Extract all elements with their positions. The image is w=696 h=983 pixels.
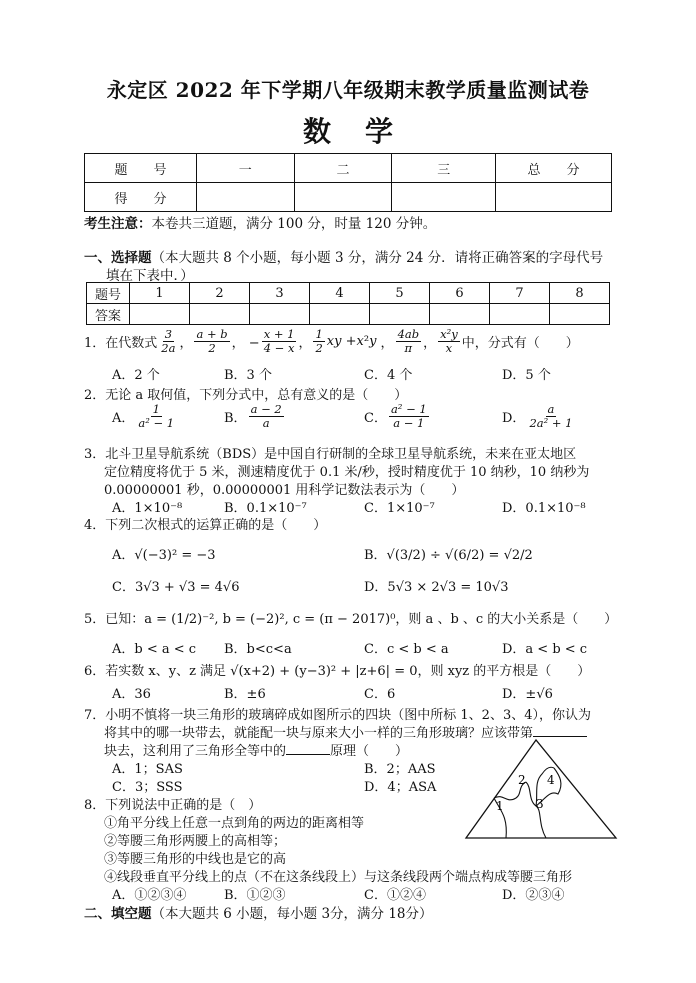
figure-label-4: 4	[547, 773, 555, 787]
q1-fraction: $\frac{\text{x²y}}{x}$	[440, 327, 458, 356]
q5-option-b[interactable]: B．b<c<a	[224, 642, 292, 657]
score-header-cell: 三	[392, 154, 496, 183]
answer-number-cell: 4	[310, 283, 370, 304]
q1-option-d[interactable]: D．5 个	[502, 368, 551, 383]
section2-heading	[84, 902, 433, 922]
q1-option-b[interactable]: B．3 个	[224, 368, 272, 383]
answer-input-cell[interactable]	[550, 304, 610, 325]
q7-blank-principle[interactable]	[286, 742, 330, 755]
q8-option-c[interactable]: C．①②④	[364, 888, 426, 903]
section2-title: 二、填空题	[84, 906, 152, 922]
q2-option-b-label: B．	[224, 411, 247, 427]
score-input-cell[interactable]	[392, 183, 496, 212]
q8-option-a[interactable]: A．①②③④	[112, 888, 187, 903]
subject-title: 数学	[302, 115, 427, 148]
q4-option-c[interactable]: C．3√3 + √3 = 4√6	[112, 580, 240, 595]
q2-option-a-label: A．	[112, 411, 135, 427]
notice	[84, 212, 436, 232]
q2-option-c-label: C．	[364, 411, 387, 427]
score-header-cell: 总 分	[496, 154, 612, 183]
score-input-cell[interactable]	[294, 183, 392, 212]
q2-option-b[interactable]: B． $\frac{a - 2}{a}$	[224, 402, 282, 431]
table-row	[87, 283, 610, 304]
score-header-cell: 一	[196, 154, 294, 183]
q1-fraction: $\frac{1}{2}$	[315, 327, 323, 356]
q3-option-b[interactable]: B．0.1×10⁻⁷	[224, 501, 307, 516]
score-header-cell: 二	[294, 154, 392, 183]
q1-option-c[interactable]: C．4 个	[364, 368, 413, 383]
question-7-line3	[104, 740, 408, 759]
table-row	[85, 154, 612, 183]
question-2-stem: 2．无论 a 取何值，下列分式中，总有意义的是（ ）	[84, 388, 408, 403]
answer-number-cell: 6	[430, 283, 490, 304]
q8-option-d[interactable]: D．②③④	[502, 888, 565, 903]
notice-label: 考生注意：	[84, 216, 152, 232]
q4-option-a[interactable]: A．√(−3)² = −3	[112, 548, 216, 563]
q8-item: ①角平分线上任意一点到角的两边的距离相等	[104, 816, 365, 831]
table-row	[85, 183, 612, 212]
q7-option-c[interactable]: C．3；SSS	[112, 780, 183, 795]
broken-triangle-figure	[464, 738, 620, 842]
score-header-cell: 题 号	[85, 154, 197, 183]
answer-input-cell[interactable]	[310, 304, 370, 325]
answer-input-cell[interactable]	[430, 304, 490, 325]
q5-option-a[interactable]: A．b < a < c	[112, 642, 197, 657]
q1-fraction: $\frac{x + 1}{4 - x}$	[263, 327, 295, 356]
q7-line3b: 原理（ ）	[330, 744, 409, 759]
score-label-cell: 得 分	[85, 183, 197, 212]
question-3-line3: 0.00000001 秒，0.00000001 用科学记数法表示为（ ）	[104, 483, 465, 498]
question-4-stem: 4．下列二次根式的运算正确的是（ ）	[84, 518, 327, 533]
answer-number-cell: 2	[190, 283, 250, 304]
answer-input-cell[interactable]	[490, 304, 550, 325]
q2-option-a[interactable]: A． $\frac{1}{\text{a² − 1}}$	[112, 402, 175, 431]
q4-option-b[interactable]: B．√(3/2) ÷ √(6/2) = √2/2	[364, 548, 533, 563]
q1-option-a[interactable]: A．2 个	[112, 368, 160, 383]
q7-option-d[interactable]: D．4；ASA	[364, 780, 437, 795]
answer-number-cell: 5	[370, 283, 430, 304]
question-3-line1: 3．北斗卫星导航系统（BDS）是中国自行研制的全球卫星导航系统，未来在亚太地区	[84, 447, 577, 462]
score-table	[84, 153, 612, 212]
figure-label-1: 1	[496, 799, 504, 813]
q7-option-b[interactable]: B．2；AAS	[364, 762, 436, 777]
q6-option-d[interactable]: D．±√6	[502, 687, 553, 702]
exam-title: 永定区 2022 年下学期八年级期末教学质量监测试卷	[106, 78, 590, 102]
q8-option-b[interactable]: B．①②③	[224, 888, 286, 903]
q1-fraction: $\frac{3}{2a}$	[161, 327, 176, 356]
question-3-line2: 定位精度将优于 5 米，测速精度优于 0.1 米/秒，授时精度优于 10 纳秒，10 纳秒为	[104, 465, 590, 480]
question-1-stem: 1．在代数式 $\frac{3}{2a}$ ， $\frac{a + b}{2}$ ， − $\frac{x + 1}{4 - x}$ ， $\frac{1}{2}$ xy + x ² y ， $\frac{4ab}{\pi}$ ， $\frac{\text{x²y}}{x}$ 中，分式有（ ）	[84, 327, 579, 356]
q2-option-c[interactable]: C． $\frac{\text{a² − 1}}{a - 1}$	[364, 402, 427, 431]
answer-number-cell: 8	[550, 283, 610, 304]
q5-option-c[interactable]: C．c < b < a	[364, 642, 449, 657]
score-input-cell[interactable]	[196, 183, 294, 212]
q8-item: ③等腰三角形的中线也是它的高	[104, 852, 287, 867]
q8-item: ②等腰三角形两腰上的高相等；	[104, 834, 287, 849]
answer-input-cell[interactable]	[130, 304, 190, 325]
q7-blank-piece[interactable]	[533, 724, 587, 737]
q3-option-c[interactable]: C．1×10⁻⁷	[364, 501, 435, 516]
q7-option-a[interactable]: A．1；SAS	[112, 762, 183, 777]
answer-number-cell: 1	[130, 283, 190, 304]
q6-option-a[interactable]: A．36	[112, 687, 151, 702]
question-6-stem: 6．若实数 x、y、z 满足 √(x+2) + (y−3)² + |z+6| = 0，则 xyz 的平方根是（ ）	[84, 664, 591, 679]
question-7-line1: 7．小明不慎将一块三角形的玻璃碎成如图所示的四块（图中所标 1、2、3、4），你认为	[84, 708, 591, 723]
notice-text: 本卷共三道题，满分 100 分，时量 120 分钟。	[151, 216, 437, 232]
score-input-cell[interactable]	[496, 183, 612, 212]
answer-table	[86, 282, 610, 325]
q1-suffix: 中，分式有（ ）	[461, 336, 579, 352]
q2-option-d[interactable]: D． $\frac{a}{\text{2a² + 1}}$	[502, 402, 573, 431]
table-row	[87, 304, 610, 325]
q1-prefix: 1．在代数式	[84, 336, 158, 352]
answer-number-cell: 7	[490, 283, 550, 304]
section1-title: 一、选择题	[84, 250, 152, 266]
q7-line3a: 块去，这利用了三角形全等中的	[104, 744, 287, 759]
q1-fraction: $\frac{a + b}{2}$	[196, 327, 228, 356]
question-5-stem: 5．已知：a = (1/2)⁻², b = (−2)², c = (π − 2017)⁰，则 a 、b 、c 的大小关系是（ ）	[84, 612, 618, 627]
q1-fraction: $\frac{4ab}{\pi}$	[397, 327, 420, 356]
answer-input-cell[interactable]	[190, 304, 250, 325]
question-8-stem: 8．下列说法中正确的是（ ）	[84, 798, 262, 813]
section1-desc2: 填在下表中．）	[106, 268, 194, 284]
q8-item: ④线段垂直平分线上的点（不在这条线段上）与这条线段两个端点构成等腰三角形	[104, 870, 573, 885]
answer-number-cell: 3	[250, 283, 310, 304]
section1-heading	[84, 246, 603, 266]
answer-label-cell: 答案	[87, 304, 130, 325]
q3-option-d[interactable]: D．0.1×10⁻⁸	[502, 501, 586, 516]
answer-input-cell[interactable]	[370, 304, 430, 325]
q5-option-d[interactable]: D．a < b < c	[502, 642, 588, 657]
q3-option-a[interactable]: A．1×10⁻⁸	[112, 501, 183, 516]
q2-option-d-label: D．	[502, 411, 526, 427]
section2-desc: （本大题共 6 小题，每小题 3分，满分 18分）	[151, 906, 433, 922]
figure-label-3: 3	[536, 797, 544, 811]
q6-option-b[interactable]: B．±6	[224, 687, 266, 702]
q4-option-d[interactable]: D．5√3 × 2√3 = 10√3	[364, 580, 509, 595]
section1-desc: （本大题共 8 个小题，每小题 3 分，满分 24 分．请将正确答案的字母代号	[151, 250, 604, 266]
answer-input-cell[interactable]	[250, 304, 310, 325]
question-7-line2: 将其中的哪一块带去，就能配一块与原来大小一样的三角形玻璃？应该带第	[104, 726, 534, 741]
answer-header-label: 题号	[87, 283, 130, 304]
figure-label-2: 2	[518, 773, 526, 787]
q6-option-c[interactable]: C．6	[364, 687, 396, 702]
